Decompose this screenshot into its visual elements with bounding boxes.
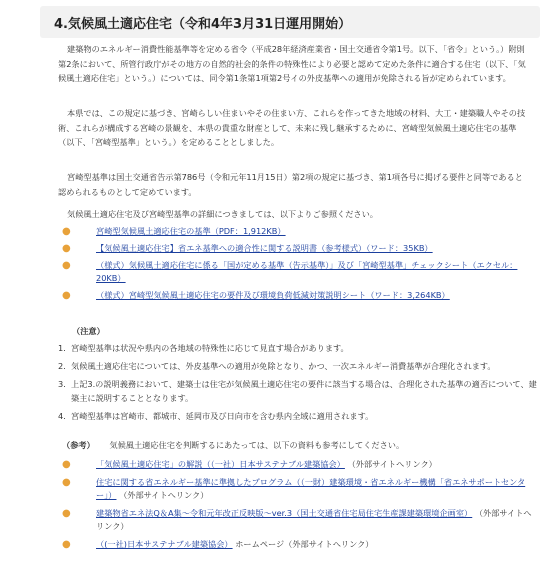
list-item — [58, 507, 538, 533]
note-number: 2. — [58, 361, 66, 372]
list-item — [58, 458, 538, 471]
intro-paragraph: 建築物のエネルギー消費性能基準等を定める省令（平成28年経済産業省・国土交通省令第1号。以下、「省令」という。）附則第2条において、所管行政庁がその地方の自然的社会的条件の特殊性により必要と認めて定めた条件に適合する住宅（以下、「気候風土適応住宅」という。）については、同令第1条第1項第2号イの外皮基準への適用が免除される旨が定められています。 — [58, 44, 526, 84]
list-item — [58, 289, 538, 302]
energy-law-qa-link[interactable]: 建築物省エネ法Q＆A集～令和元年改正反映版～ver.3（国土交通省住宅局住宅生産課建築環境企画室） — [96, 508, 473, 518]
bullet-icon: ● — [62, 226, 71, 237]
standard-paragraph: 宮崎型基準は国土交通省告示第786号（令和元年11月15日）第2項の規定に基づき、第1項各号に掲げる要件と同等であると認められるものとして定めています。 — [58, 172, 523, 197]
energy-program-link[interactable]: 住宅に関する省エネルギー基準に準拠したプログラム（（一財）建築環境・省エネルギー機構「省エネサポートセンター」） — [96, 477, 526, 500]
sustainable-building-link[interactable]: （(一社)日本サステナブル建築協会） — [96, 539, 233, 549]
requirements-word-link[interactable]: （様式）宮崎型気候風土適応住宅の要件及び環境負荷低減対策説明シート（ワード：3,264KB） — [96, 290, 450, 300]
external-link-note: （外部サイトへリンク） — [96, 508, 532, 531]
note-number: 1. — [58, 343, 66, 353]
list-item — [58, 242, 538, 255]
note-text: 上記3.の説明義務において、建築士は住宅が気候風土適応住宅の要件に該当する場合は、合理化された基準の適否について、建築主に説明することとなります。 — [71, 379, 537, 403]
bullet-icon: ● — [62, 459, 71, 470]
reference-row — [62, 440, 404, 451]
section-heading — [40, 6, 540, 38]
external-link-note: （外部サイトへリンク） — [119, 490, 209, 500]
note-text: 気候風土適応住宅については、外皮基準への適用が免除となり、かつ、一次エネルギー消費基準が合理化されます。 — [71, 361, 496, 372]
list-item — [58, 538, 538, 551]
bullet-icon: ● — [62, 539, 71, 550]
list-item — [58, 476, 538, 502]
list-item — [58, 259, 538, 285]
reference-label: （参考） — [62, 440, 95, 450]
reference-text: 気候風土適応住宅を判断するにあたっては、以下の資料も参考にしてください。 — [109, 440, 405, 450]
note-item — [58, 360, 538, 373]
checksheet-excel-link[interactable]: （様式）気候風土適応住宅に係る「国が定める基準（告示基準）」及び「宮崎型基準」チェックシート（エクセル：20KB） — [96, 260, 518, 283]
list-item — [58, 225, 538, 238]
external-link-note: （外部サイトへリンク） — [347, 459, 437, 469]
bullet-icon: ● — [62, 243, 71, 254]
reference-link-list — [58, 458, 538, 556]
note-item — [58, 342, 538, 355]
note-text: 宮崎型基準は宮崎市、都城市、延岡市及び日向市を含む県内全域に適用されます。 — [71, 410, 374, 421]
bullet-icon: ● — [62, 260, 71, 271]
standard-pdf-link[interactable]: 宮崎型気候風土適応住宅の基準（PDF：1,912KB） — [96, 226, 286, 236]
document-link-list — [58, 225, 538, 306]
policy-paragraph: 本県では、この規定に基づき、宮崎らしい住まいやその住まい方、これらを作ってきた地域の材料、大工・建築職人やその技術、これらが構成する宮崎の景観を、本県の貴重な財産として、未来に残し継承するために、宮崎型気候風土適応住宅の基準（以下、「宮崎型基準」という。）を定めることとしました。 — [58, 108, 526, 148]
bullet-icon: ● — [62, 477, 71, 488]
bullet-icon: ● — [62, 290, 71, 301]
external-link-note: ホームページ（外部サイトへリンク） — [235, 539, 374, 549]
note-number: 4. — [58, 410, 66, 421]
reference-intro-paragraph: 気候風土適応住宅及び宮崎型基準の詳細につきましては、以下よりご参照ください。 — [67, 209, 378, 219]
section-heading-text: 4.気候風土適応住宅（令和4年3月31日運用開始） — [54, 16, 352, 32]
notes-label: （注意） — [72, 326, 105, 336]
note-text: 宮崎型基準は状況や県内の各地域の特殊性に応じて見直す場合があります。 — [71, 343, 349, 353]
note-item — [58, 410, 538, 423]
bullet-icon: ● — [62, 508, 71, 519]
note-number: 3. — [58, 379, 66, 390]
notes-list — [58, 342, 538, 428]
explanation-word-link[interactable]: 【気候風土適応住宅】省エネ基準への適合性に関する説明書（参考様式）（ワード：35KB） — [96, 243, 433, 253]
note-item — [58, 378, 538, 404]
climate-housing-guide-link[interactable]: 「気候風土適応住宅」の解説（（一社）日本サステナブル建築協会） — [96, 459, 345, 469]
